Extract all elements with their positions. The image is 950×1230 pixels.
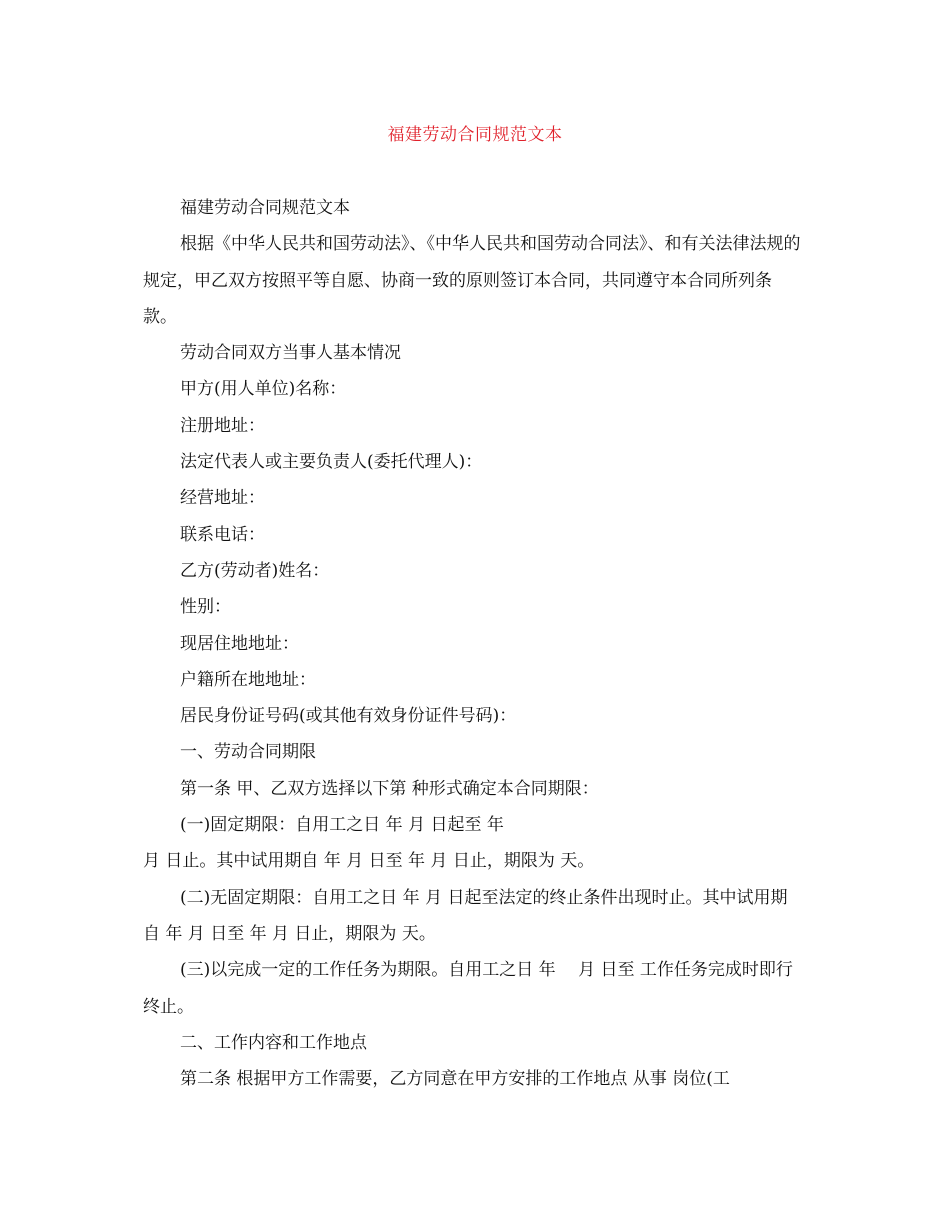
section-heading-term: 一、劳动合同期限 <box>180 742 316 763</box>
section-heading-work: 二、工作内容和工作地点 <box>180 1032 367 1053</box>
field-contact-phone: 联系电话： <box>180 524 265 545</box>
option-open-ended-term: (二)无固定期限：自用工之日 年 月 日起至法定的终止条件出现时止。其中试用期自 年 月 日至 年 月 日止，期限为 天。 <box>143 887 788 944</box>
field-business-address: 经营地址： <box>180 488 265 509</box>
article-one: 第一条 甲、乙双方选择以下第 种形式确定本合同期限： <box>180 778 599 799</box>
field-employee-name: 乙方(劳动者)姓名： <box>180 560 330 581</box>
paragraph-parties-heading: 劳动合同双方当事人基本情况 <box>180 343 401 364</box>
field-id-number: 居民身份证号码(或其他有效身份证件号码)： <box>180 706 517 727</box>
field-legal-representative: 法定代表人或主要负责人(委托代理人)： <box>180 452 483 473</box>
option-fixed-term: (一)固定期限：自用工之日 年 月 日起至 年 <box>180 815 504 836</box>
field-current-address: 现居住地地址： <box>180 633 299 654</box>
field-registered-address: 注册地址： <box>180 415 265 436</box>
paragraph-preamble: 根据《中华人民共和国劳动法》、《中华人民共和国劳动合同法》、和有关法律法规的规定，甲乙双方按照平等自愿、协商一致的原则签订本合同，共同遵守本合同所列条款。 <box>143 234 801 327</box>
field-household-address: 户籍所在地地址： <box>180 669 316 690</box>
field-employer-name: 甲方(用人单位)名称： <box>180 379 347 400</box>
article-two: 第二条 根据甲方工作需要，乙方同意在甲方安排的工作地点 从事 岗位(工 <box>180 1069 730 1090</box>
paragraph-heading: 福建劳动合同规范文本 <box>180 198 350 218</box>
document-title: 福建劳动合同规范文本 <box>387 125 563 145</box>
option-task-based-term: (三)以完成一定的工作任务为期限。自用工之日 年 月 日至 工作任务完成时即行终止。 <box>143 960 793 1017</box>
document-body <box>143 190 803 1097</box>
option-fixed-term-continued: 月 日止。其中试用期自 年 月 日至 年 月 日止，期限为 天。 <box>143 851 595 872</box>
field-gender: 性别： <box>180 597 231 618</box>
